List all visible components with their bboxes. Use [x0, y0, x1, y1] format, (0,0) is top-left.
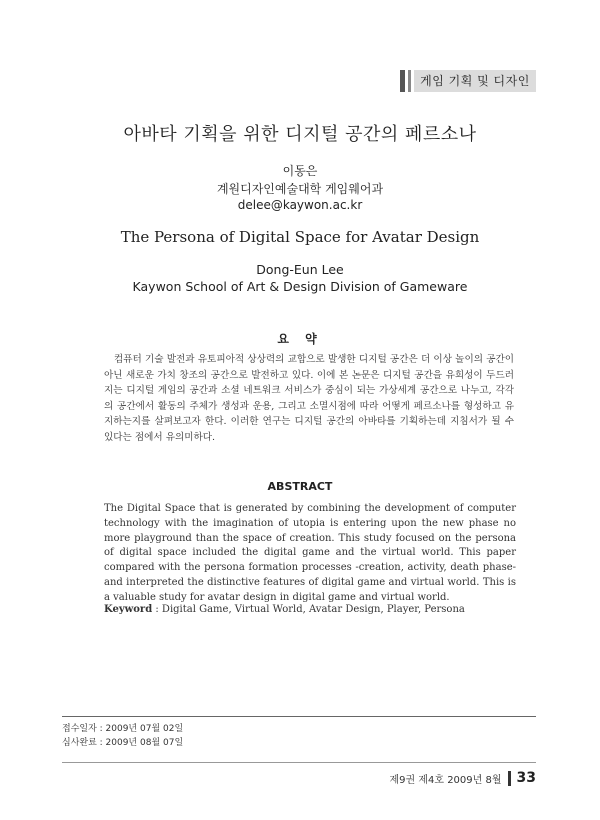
accepted-date: 심사완료 : 2009년 08월 07일 — [62, 738, 184, 748]
section-tag-bar-light — [408, 70, 411, 92]
page-number: 33 — [516, 770, 536, 786]
title-korean: 아바타 기획을 위한 디지털 공간의 페르소나 — [123, 124, 477, 145]
journal-info: 제9권 제4호 2009년 8월 — [389, 774, 502, 786]
page-footer — [389, 770, 536, 786]
footer-divider — [62, 762, 536, 763]
affiliation-korean: 계원디자인예술대학 게임웨어과 — [216, 182, 384, 196]
keywords-text: Digital Game, Virtual World, Avatar Design, Player, Persona — [161, 604, 465, 615]
keywords-separator: : — [152, 604, 162, 615]
received-date: 접수일자 : 2009년 07월 02일 — [62, 724, 184, 734]
footer-separator-bar — [508, 771, 511, 786]
section-tag — [400, 70, 536, 92]
section-tag-bar-dark — [400, 70, 405, 92]
abstract-english-body: The Digital Space that is generated by combining the development of computer technology with the imagination of utopia is entering upon the new phase no more playground than the space of creation. This study focused on the persona of digital space included the digital game and the virtual world. This paper compared with the persona formation processes -creation, activity, death phase- and interpreted the distinctive features of digital game and virtual world. This is a valuable study for avatar design in digital game and virtual world. — [104, 503, 516, 603]
keywords — [104, 604, 524, 615]
abstract-korean-title: 요 약 — [277, 332, 323, 346]
author-email: delee@kaywon.ac.kr — [237, 198, 363, 212]
abstract-english-title: ABSTRACT — [267, 480, 333, 493]
footnote-divider — [62, 716, 536, 717]
author-english: Dong-Eun Lee — [256, 262, 344, 277]
abstract-korean-body: 컴퓨터 기술 발전과 유토피아적 상상력의 교합으로 발생한 디지털 공간은 더 이상 놀이의 공간이 아닌 새로운 가치 창조의 공간으로 발전하고 있다. 이에 본 논문은 디지털 공간을 유희성이 두드러지는 디지털 게임의 공간과 소셜 네트워크 서비스가 중심이 되는 가상세계 공간으로 나누고, 각각의 공간에서 활동의 주체가 생성과 운용, 그리고 소멸시점에 따라 어떻게 페르소나를 형성하고 유지하는지를 살펴보고자 한다. 이러한 연구는 디지털 공간의 아바타를 기획하는데 지침서가 될 수 있다는 점에서 유의미하다. — [104, 354, 514, 443]
submission-dates — [62, 722, 183, 750]
section-label: 게임 기획 및 디자인 — [414, 70, 536, 92]
author-korean: 이동은 — [282, 164, 318, 178]
keywords-label: Keyword — [104, 604, 153, 615]
title-english: The Persona of Digital Space for Avatar Design — [120, 228, 480, 246]
affiliation-english: Kaywon School of Art & Design Division of Gameware — [132, 279, 468, 294]
